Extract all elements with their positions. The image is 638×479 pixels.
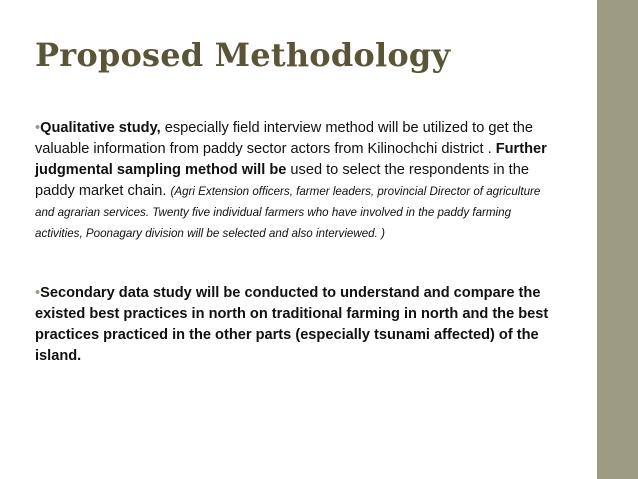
qualitative-study-paragraph bbox=[35, 118, 560, 244]
secondary-data-text: Secondary data study will be conducted to understand and compare the existed best practices in north on traditional farming in north and the best practices practiced in the other parts (especially tsunami affected) of the island. bbox=[35, 285, 549, 364]
sampling-method-text: used to select the respondents in the paddy market chain. bbox=[35, 162, 529, 199]
slide-title: Proposed Methodology bbox=[35, 36, 451, 74]
qualitative-study-text: especially field interview method will be utilized to get the valuable information from paddy sector actors from Kilinochchi district . bbox=[35, 120, 534, 157]
side-accent-bar bbox=[597, 0, 638, 479]
respondents-note: (Agri Extension officers, farmer leaders, provincial Director of agriculture and agrarian services. Twenty five individual farmers who have involved in the paddy farming activities, Poonagary division will be selected and also interviewed. ) bbox=[35, 185, 541, 240]
qualitative-study-lead: Qualitative study, bbox=[40, 120, 161, 136]
secondary-data-paragraph bbox=[35, 283, 560, 367]
sampling-method-bold: Further judgmental sampling method will be bbox=[35, 141, 547, 178]
bullet-icon: • bbox=[35, 285, 41, 301]
bullet-icon: • bbox=[35, 120, 41, 136]
